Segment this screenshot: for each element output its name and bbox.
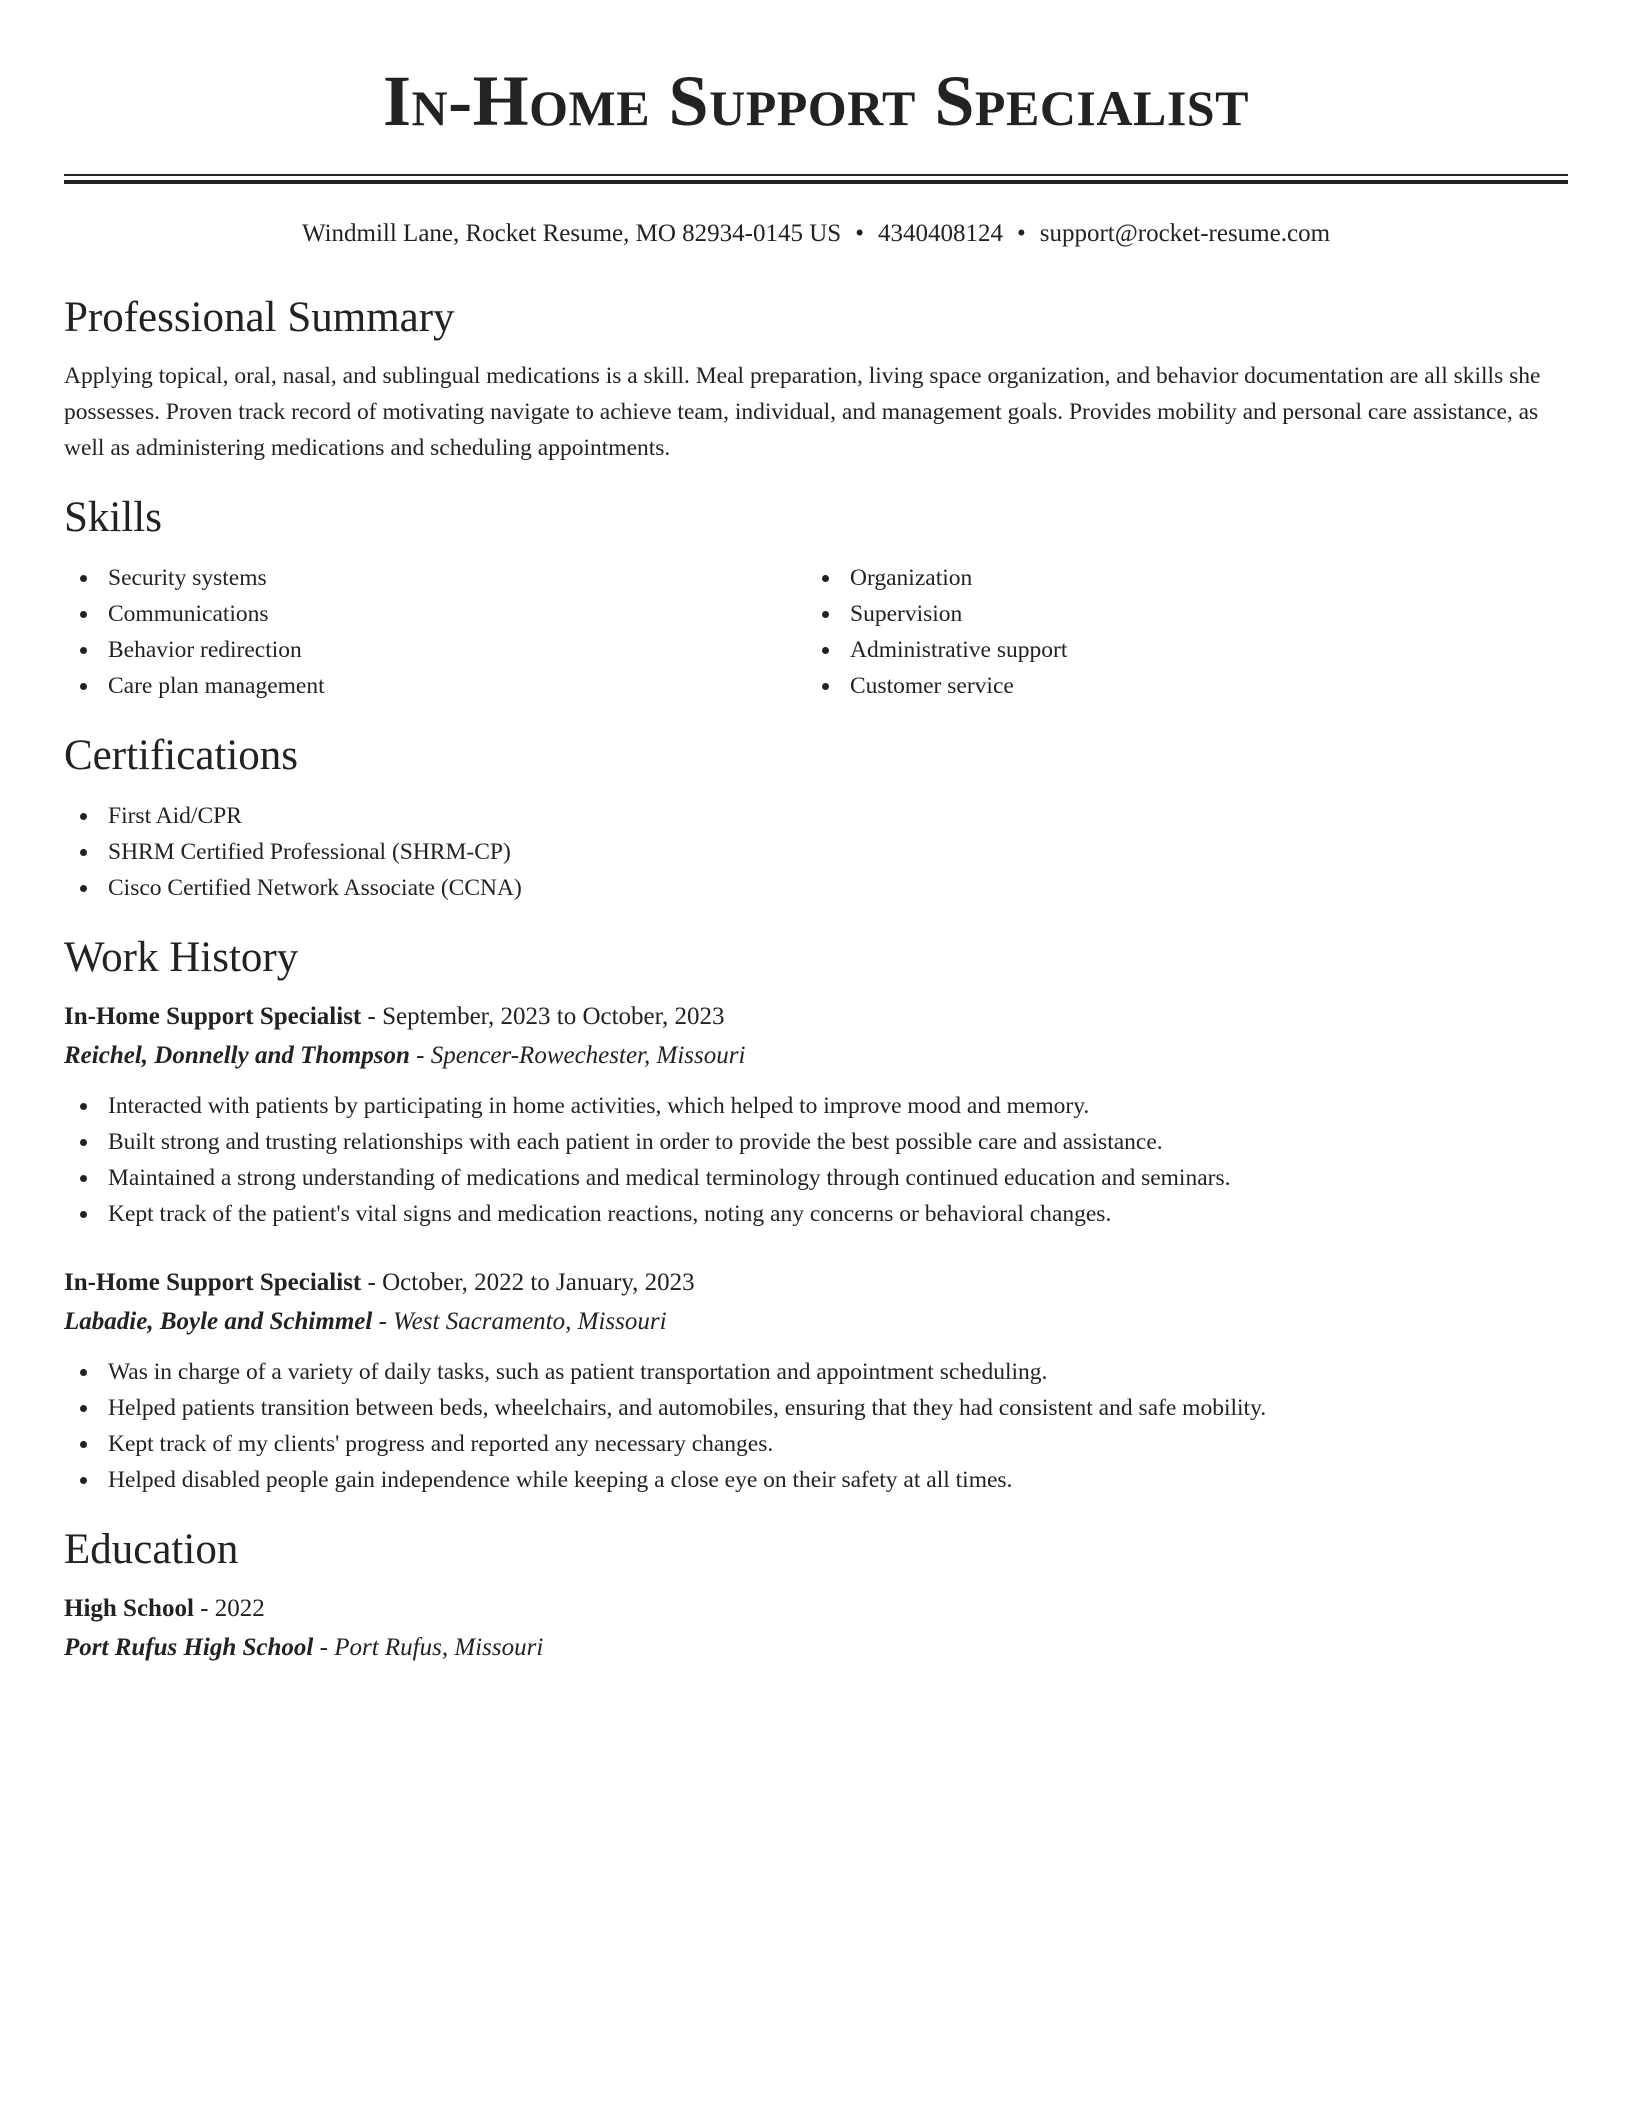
skills-heading: Skills bbox=[64, 494, 162, 541]
job-bullets bbox=[64, 1354, 1568, 1498]
job-employer bbox=[64, 1036, 1568, 1076]
contact-phone: 4340408124 bbox=[877, 220, 1003, 247]
job-employer bbox=[64, 1302, 1568, 1342]
skill-item: Security systems bbox=[64, 560, 806, 596]
summary-text: Applying topical, oral, nasal, and sublingual medications is a skill. Meal preparation, living space organization, and behavior documentation are all skills she possesses. Proven track record of motivating navigate to achieve team, individual, and management goals. Provides mobility and personal care assistance, as well as administering medications and scheduling appointments. bbox=[64, 363, 1541, 461]
job-bullet: Was in charge of a variety of daily tasks, such as patient transportation and appointment scheduling. bbox=[64, 1354, 1568, 1390]
job-entry bbox=[64, 1264, 1568, 1498]
education-school-line bbox=[64, 1628, 1568, 1668]
job-bullet: Built strong and trusting relationships with each patient in order to provide the best possible care and assistance. bbox=[64, 1124, 1568, 1160]
job-company: Labadie, Boyle and Schimmel bbox=[64, 1308, 373, 1335]
contact-separator: • bbox=[855, 220, 864, 247]
job-bullet: Maintained a strong understanding of medications and medical terminology through continued education and seminars. bbox=[64, 1160, 1568, 1196]
job-location: - West Sacramento, Missouri bbox=[372, 1308, 667, 1335]
skills-list-left bbox=[64, 560, 806, 704]
skills-grid bbox=[64, 560, 1568, 704]
certifications-list bbox=[64, 798, 1568, 906]
contact-line bbox=[64, 216, 1568, 252]
education-entry bbox=[64, 1590, 1568, 1668]
contact-address: Windmill Lane, Rocket Resume, MO 82934-0145 US bbox=[301, 220, 842, 247]
skill-item: Care plan management bbox=[64, 668, 806, 704]
work-history-heading: Work History bbox=[64, 934, 299, 981]
job-dates: - October, 2022 to January, 2023 bbox=[361, 1269, 695, 1296]
skill-item: Supervision bbox=[806, 596, 1548, 632]
skills-list-right bbox=[806, 560, 1548, 704]
job-bullet: Helped disabled people gain independence while keeping a close eye on their safety at all times. bbox=[64, 1462, 1568, 1498]
job-title: In-Home Support Specialist bbox=[64, 1003, 362, 1030]
education-location: - Port Rufus, Missouri bbox=[313, 1634, 544, 1661]
job-header bbox=[64, 998, 1568, 1036]
certification-item: First Aid/CPR bbox=[64, 798, 1568, 834]
skill-item: Administrative support bbox=[806, 632, 1548, 668]
job-bullets bbox=[64, 1088, 1568, 1232]
contact-separator: • bbox=[1016, 220, 1026, 247]
skill-item: Communications bbox=[64, 596, 806, 632]
certification-item: Cisco Certified Network Associate (CCNA) bbox=[64, 870, 1568, 906]
education-degree: High School bbox=[64, 1595, 194, 1622]
education-school: Port Rufus High School bbox=[64, 1634, 314, 1661]
education-header bbox=[64, 1590, 1568, 1628]
job-bullet: Kept track of my clients' progress and reported any necessary changes. bbox=[64, 1426, 1568, 1462]
skill-item: Customer service bbox=[806, 668, 1548, 704]
job-entry bbox=[64, 998, 1568, 1232]
certification-item: SHRM Certified Professional (SHRM-CP) bbox=[64, 834, 1568, 870]
job-company: Reichel, Donnelly and Thompson bbox=[64, 1042, 410, 1069]
job-header bbox=[64, 1264, 1568, 1302]
education-year: - 2022 bbox=[193, 1595, 265, 1622]
education-heading: Education bbox=[64, 1526, 239, 1573]
job-bullet: Kept track of the patient's vital signs and medication reactions, noting any concerns or behavioral changes. bbox=[64, 1196, 1568, 1232]
title-divider bbox=[64, 174, 1568, 184]
resume-title: In-Home Support Specialist bbox=[383, 61, 1249, 141]
skill-item: Organization bbox=[806, 560, 1548, 596]
contact-email: support@rocket-resume.com bbox=[1039, 220, 1331, 247]
summary-heading: Professional Summary bbox=[64, 294, 455, 341]
job-title: In-Home Support Specialist bbox=[64, 1269, 362, 1296]
skill-item: Behavior redirection bbox=[64, 632, 806, 668]
job-bullet: Interacted with patients by participating in home activities, which helped to improve mood and memory. bbox=[64, 1088, 1568, 1124]
job-bullet: Helped patients transition between beds, wheelchairs, and automobiles, ensuring that they had consistent and safe mobility. bbox=[64, 1390, 1568, 1426]
job-location: - Spencer-Rowechester, Missouri bbox=[409, 1042, 746, 1069]
certifications-heading: Certifications bbox=[64, 732, 299, 779]
job-dates: - September, 2023 to October, 2023 bbox=[361, 1003, 725, 1030]
